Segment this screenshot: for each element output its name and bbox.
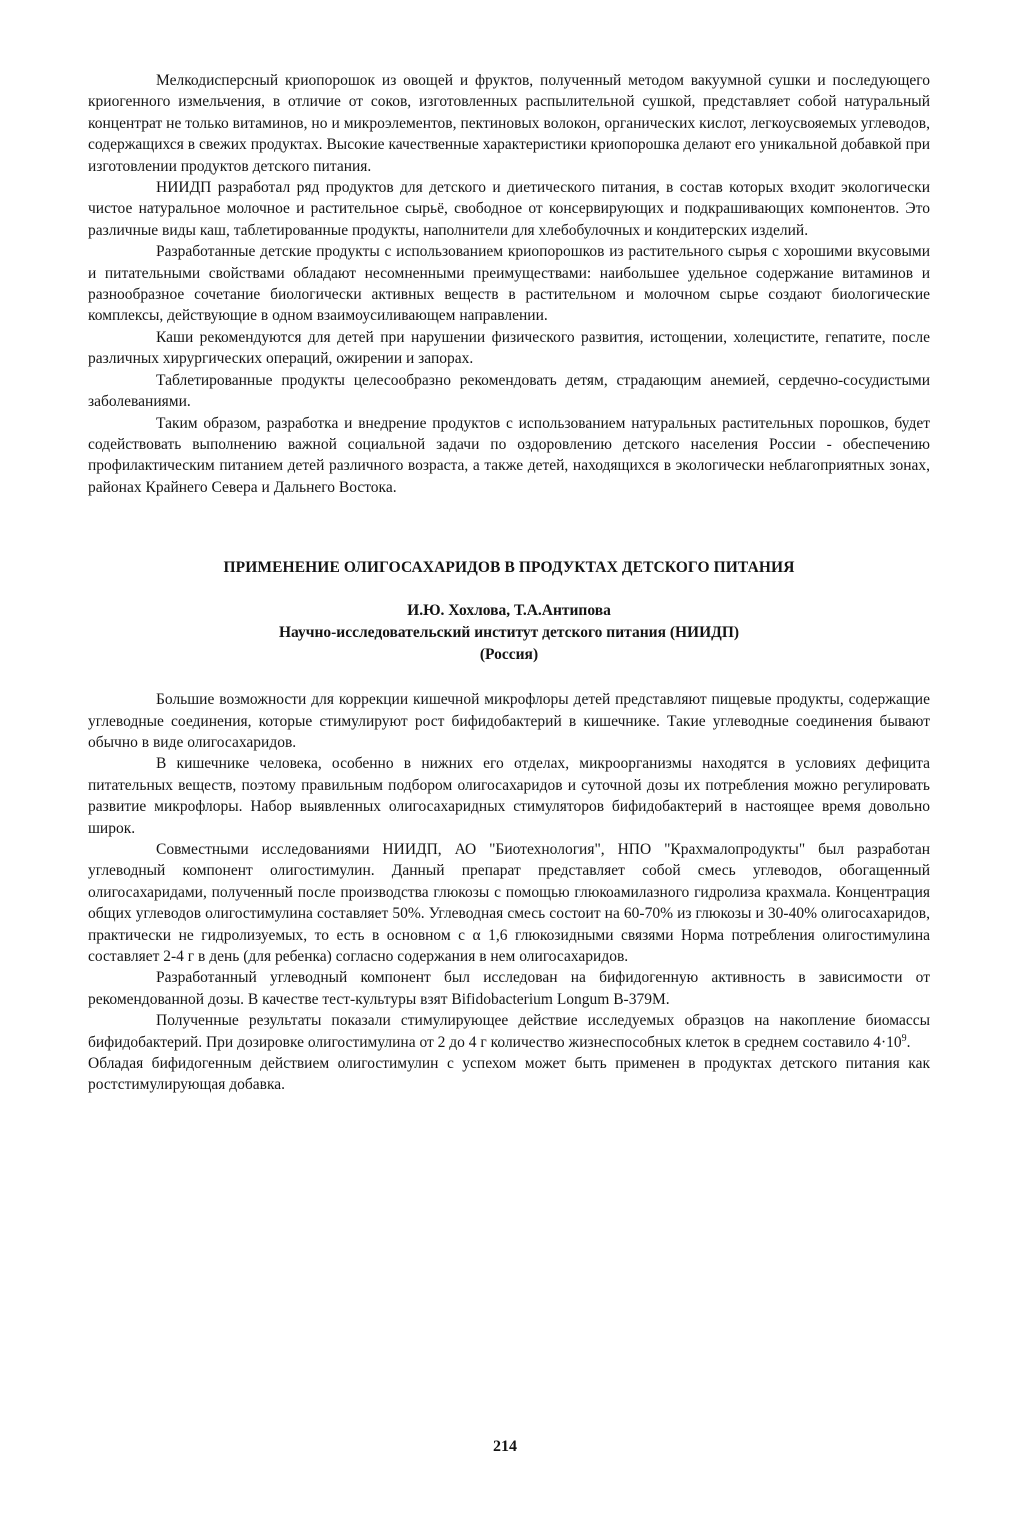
paragraph: Разработанные детские продукты с использованием криопорошков из растительного сырья с хорошими вкусовыми и питательными свойствами обладают несомненными преимуществами: наибольшее удельное содержание витаминов и разнообразное сочетание биологически активных веществ в растительном и молочном сырье создают биологические комплексы, действующие в одном взаимоусиливающем направлении. xyxy=(88,243,930,325)
institution: Научно-исследовательский институт детского питания (НИИДП) xyxy=(278,624,740,642)
results-end: . xyxy=(906,1033,911,1051)
paragraph: Большие возможности для коррекции кишечной микрофлоры детей представляют пищевые продукты, содержащие углеводные соединения, которые стимулируют рост бифидобактерий в кишечнике. Такие углеводные соединения бывают обычно в виде олигосахаридов. xyxy=(88,691,930,751)
paragraph-results xyxy=(88,1010,930,1053)
results-exponent: 9 xyxy=(901,1032,907,1044)
paragraph-conclusion: Обладая бифидогенным действием олигостимулин с успехом может быть применен в продуктах детского питания как ростстимулирующая добавка. xyxy=(88,1055,930,1094)
document-page xyxy=(88,70,930,1096)
page-number: 214 xyxy=(493,1438,517,1455)
section-spacer xyxy=(88,498,930,557)
paragraph: В кишечнике человека, особенно в нижних его отделах, микроорганизмы находятся в условиях дефицита питательных веществ, поэтому правильным подбором олигосахаридов и суточной дозы их потребления можно регулировать развитие микрофлоры. Набор выявленных олигосахаридных стимуляторов бифидобактерий в настоящее время довольно широк. xyxy=(88,755,930,837)
results-text: Полученные результаты показали стимулирующее действие исследуемых образцов на накопление биомассы бифидобактерий. При дозировке олигостимулина от 2 до 4 г количество жизнеспособных клеток в среднем составило 4·10 xyxy=(88,1012,930,1051)
section-previous-article xyxy=(88,70,930,498)
paragraph: Мелкодисперсный криопорошок из овощей и фруктов, полученный методом вакуумной сушки и последующего криогенного измельчения, в отличие от соков, изготовленных распылительной сушкой, представляет собой натуральный концентрат не только витаминов, но и микроэлементов, пектиновых волокон, органических кислот, легкоусвояемых углеводов, содержащихся в свежих продуктах. Высокие качественные характеристики криопорошка делают его уникальной добавкой при изготовлении продуктов детского питания. xyxy=(88,72,930,175)
article-body xyxy=(88,689,930,1096)
country: (Россия) xyxy=(479,646,539,664)
paragraph: Таким образом, разработка и внедрение продуктов с использованием натуральных растительных порошков, будет содействовать выполнению важной социальной задачи по оздоровлению детского населения России - обеспечению профилактическим питанием детей различного возраста, а также детей, находящихся в экологически неблагоприятных зонах, районах Крайнего Севера и Дальнего Востока. xyxy=(88,414,930,496)
paragraph: Каши рекомендуются для детей при нарушении физического развития, истощении, холецистите, гепатите, после различных хирургических операций, ожирении и запорах. xyxy=(88,328,930,368)
paragraph: Таблетированные продукты целесообразно рекомендовать детям, страдающим анемией, сердечно-сосудистыми заболеваниями. xyxy=(88,371,930,411)
article-title: ПРИМЕНЕНИЕ ОЛИГОСАХАРИДОВ В ПРОДУКТАХ ДЕТСКОГО ПИТАНИЯ xyxy=(223,559,795,577)
article-byline xyxy=(88,600,930,666)
paragraph: Совместными исследованиями НИИДП, АО "Биотехнология", НПО "Крахмалопродукты" был разработан углеводный компонент олигостимулин. Данный препарат представляет собой смесь углеводов, обогащенный олигосахаридами, полученный после производства глюкозы с помощью глюкоамилазного гидролиза крахмала. Концентрация общих углеводов олигостимулина составляет 50%. Углеводная смесь состоит на 60-70% из глюкозы и 30-40% олигосахаридов, практически не гидролизуемых, то есть в основном с α 1,6 глюкозидными связями Норма потребления олигостимулина составляет 2-4 г в день (для ребенка) согласно содержания в нем олигосахаридов. xyxy=(88,840,930,965)
paragraph: Разработанный углеводный компонент был исследован на бифидогенную активность в зависимости от рекомендованной дозы. В качестве тест-культуры взят Bifidobacterium Longum B-379M. xyxy=(88,969,930,1008)
authors: И.Ю. Хохлова, Т.А.Антипова xyxy=(407,602,611,620)
paragraph: НИИДП разработал ряд продуктов для детского и диетического питания, в состав которых входит экологически чистое натуральное молочное и растительное сырьё, свободное от консервирующих и подкрашивающих компонентов. Это различные виды каш, таблетированные продукты, наполнители для хлебобулочных и кондитерских изделий. xyxy=(88,179,930,239)
